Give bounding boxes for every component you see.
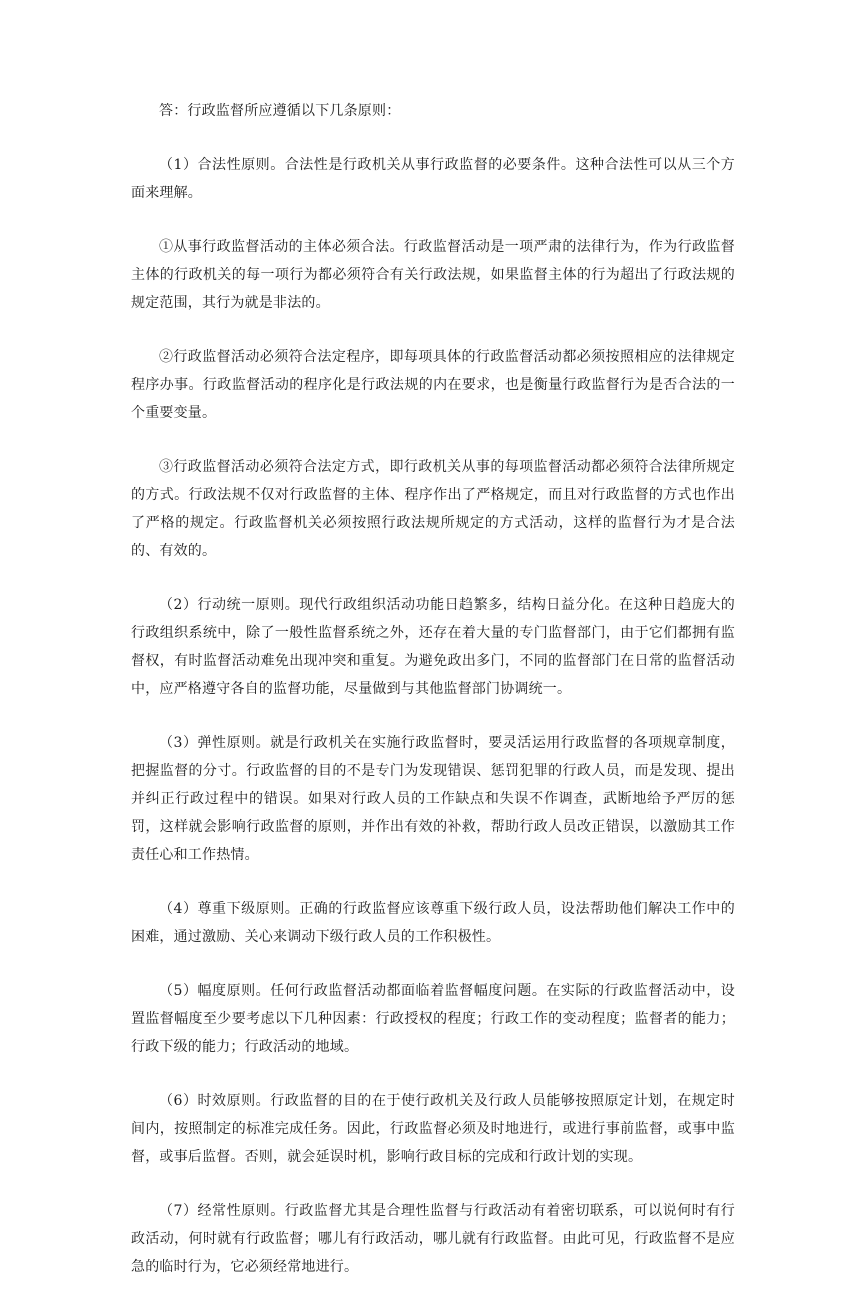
principle-unified-action: （2）行动统一原则。现代行政组织活动功能日趋繁多，结构日益分化。在这种日趋庞大的行政组织系统中，除了一般性监督系统之外，还存在着大量的专门监督部门，由于它们都拥有监督权，有时监督活动难免出现冲突和重复。为避免政出多门，不同的监督部门在日常的监督活动中，应严格遵守各自的监督功能，尽量做到与其他监督部门协调统一。 xyxy=(131,597,735,697)
legality-point-3: ③行政监督活动必须符合法定方式，即行政机关从事的每项监督活动都必须符合法律所规定的方式。行政法规不仅对行政监督的主体、程序作出了严格规定，而且对行政监督的方式也作出了严格的规定。行政监督机关必须按照行政法规所规定的方式活动，这样的监督行为才是合法的、有效的。 xyxy=(131,459,735,559)
document-page xyxy=(131,97,735,1307)
legality-point-1: ①从事行政监督活动的主体必须合法。行政监督活动是一项严肃的法律行为，作为行政监督主体的行政机关的每一项行为都必须符合有关行政法规，如果监督主体的行为超出了行政法规的规定范围，其行为就是非法的。 xyxy=(131,239,735,311)
answer-intro: 答：行政监督所应遵循以下几条原则： xyxy=(159,103,401,119)
principle-respect-subordinates: （4）尊重下级原则。正确的行政监督应该尊重下级行政人员，设法帮助他们解决工作中的困难，通过激励、关心来调动下级行政人员的工作积极性。 xyxy=(131,901,735,945)
principle-span: （5）幅度原则。任何行政监督活动都面临着监督幅度问题。在实际的行政监督活动中，设置监督幅度至少要考虑以下几种因素：行政授权的程度；行政工作的变动程度；监督者的能力；行政下级的能力；行政活动的地域。 xyxy=(131,983,735,1055)
principle-timeliness: （6）时效原则。行政监督的目的在于使行政机关及行政人员能够按照原定计划，在规定时间内，按照制定的标准完成任务。因此，行政监督必须及时地进行，或进行事前监督，或事中监督，或事后监督。否则，就会延误时机，影响行政目标的完成和行政计划的实现。 xyxy=(131,1093,735,1165)
principle-regularity: （7）经常性原则。行政监督尤其是合理性监督与行政活动有着密切联系，可以说何时有行政活动，何时就有行政监督；哪儿有行政活动，哪儿就有行政监督。由此可见，行政监督不是应急的临时行为，它必须经常地进行。 xyxy=(131,1203,735,1275)
principle-legality: （1）合法性原则。合法性是行政机关从事行政监督的必要条件。这种合法性可以从三个方面来理解。 xyxy=(131,157,735,201)
principle-flexibility: （3）弹性原则。就是行政机关在实施行政监督时，要灵活运用行政监督的各项规章制度，把握监督的分寸。行政监督的目的不是专门为发现错误、惩罚犯罪的行政人员，而是发现、提出并纠正行政过程中的错误。如果对行政人员的工作缺点和失误不作调查，武断地给予严厉的惩罚，这样就会影响行政监督的原则，并作出有效的补救，帮助行政人员改正错误，以激励其工作责任心和工作热情。 xyxy=(131,735,735,863)
legality-point-2: ②行政监督活动必须符合法定程序，即每项具体的行政监督活动都必须按照相应的法律规定程序办事。行政监督活动的程序化是行政法规的内在要求，也是衡量行政监督行为是否合法的一个重要变量。 xyxy=(131,349,735,421)
